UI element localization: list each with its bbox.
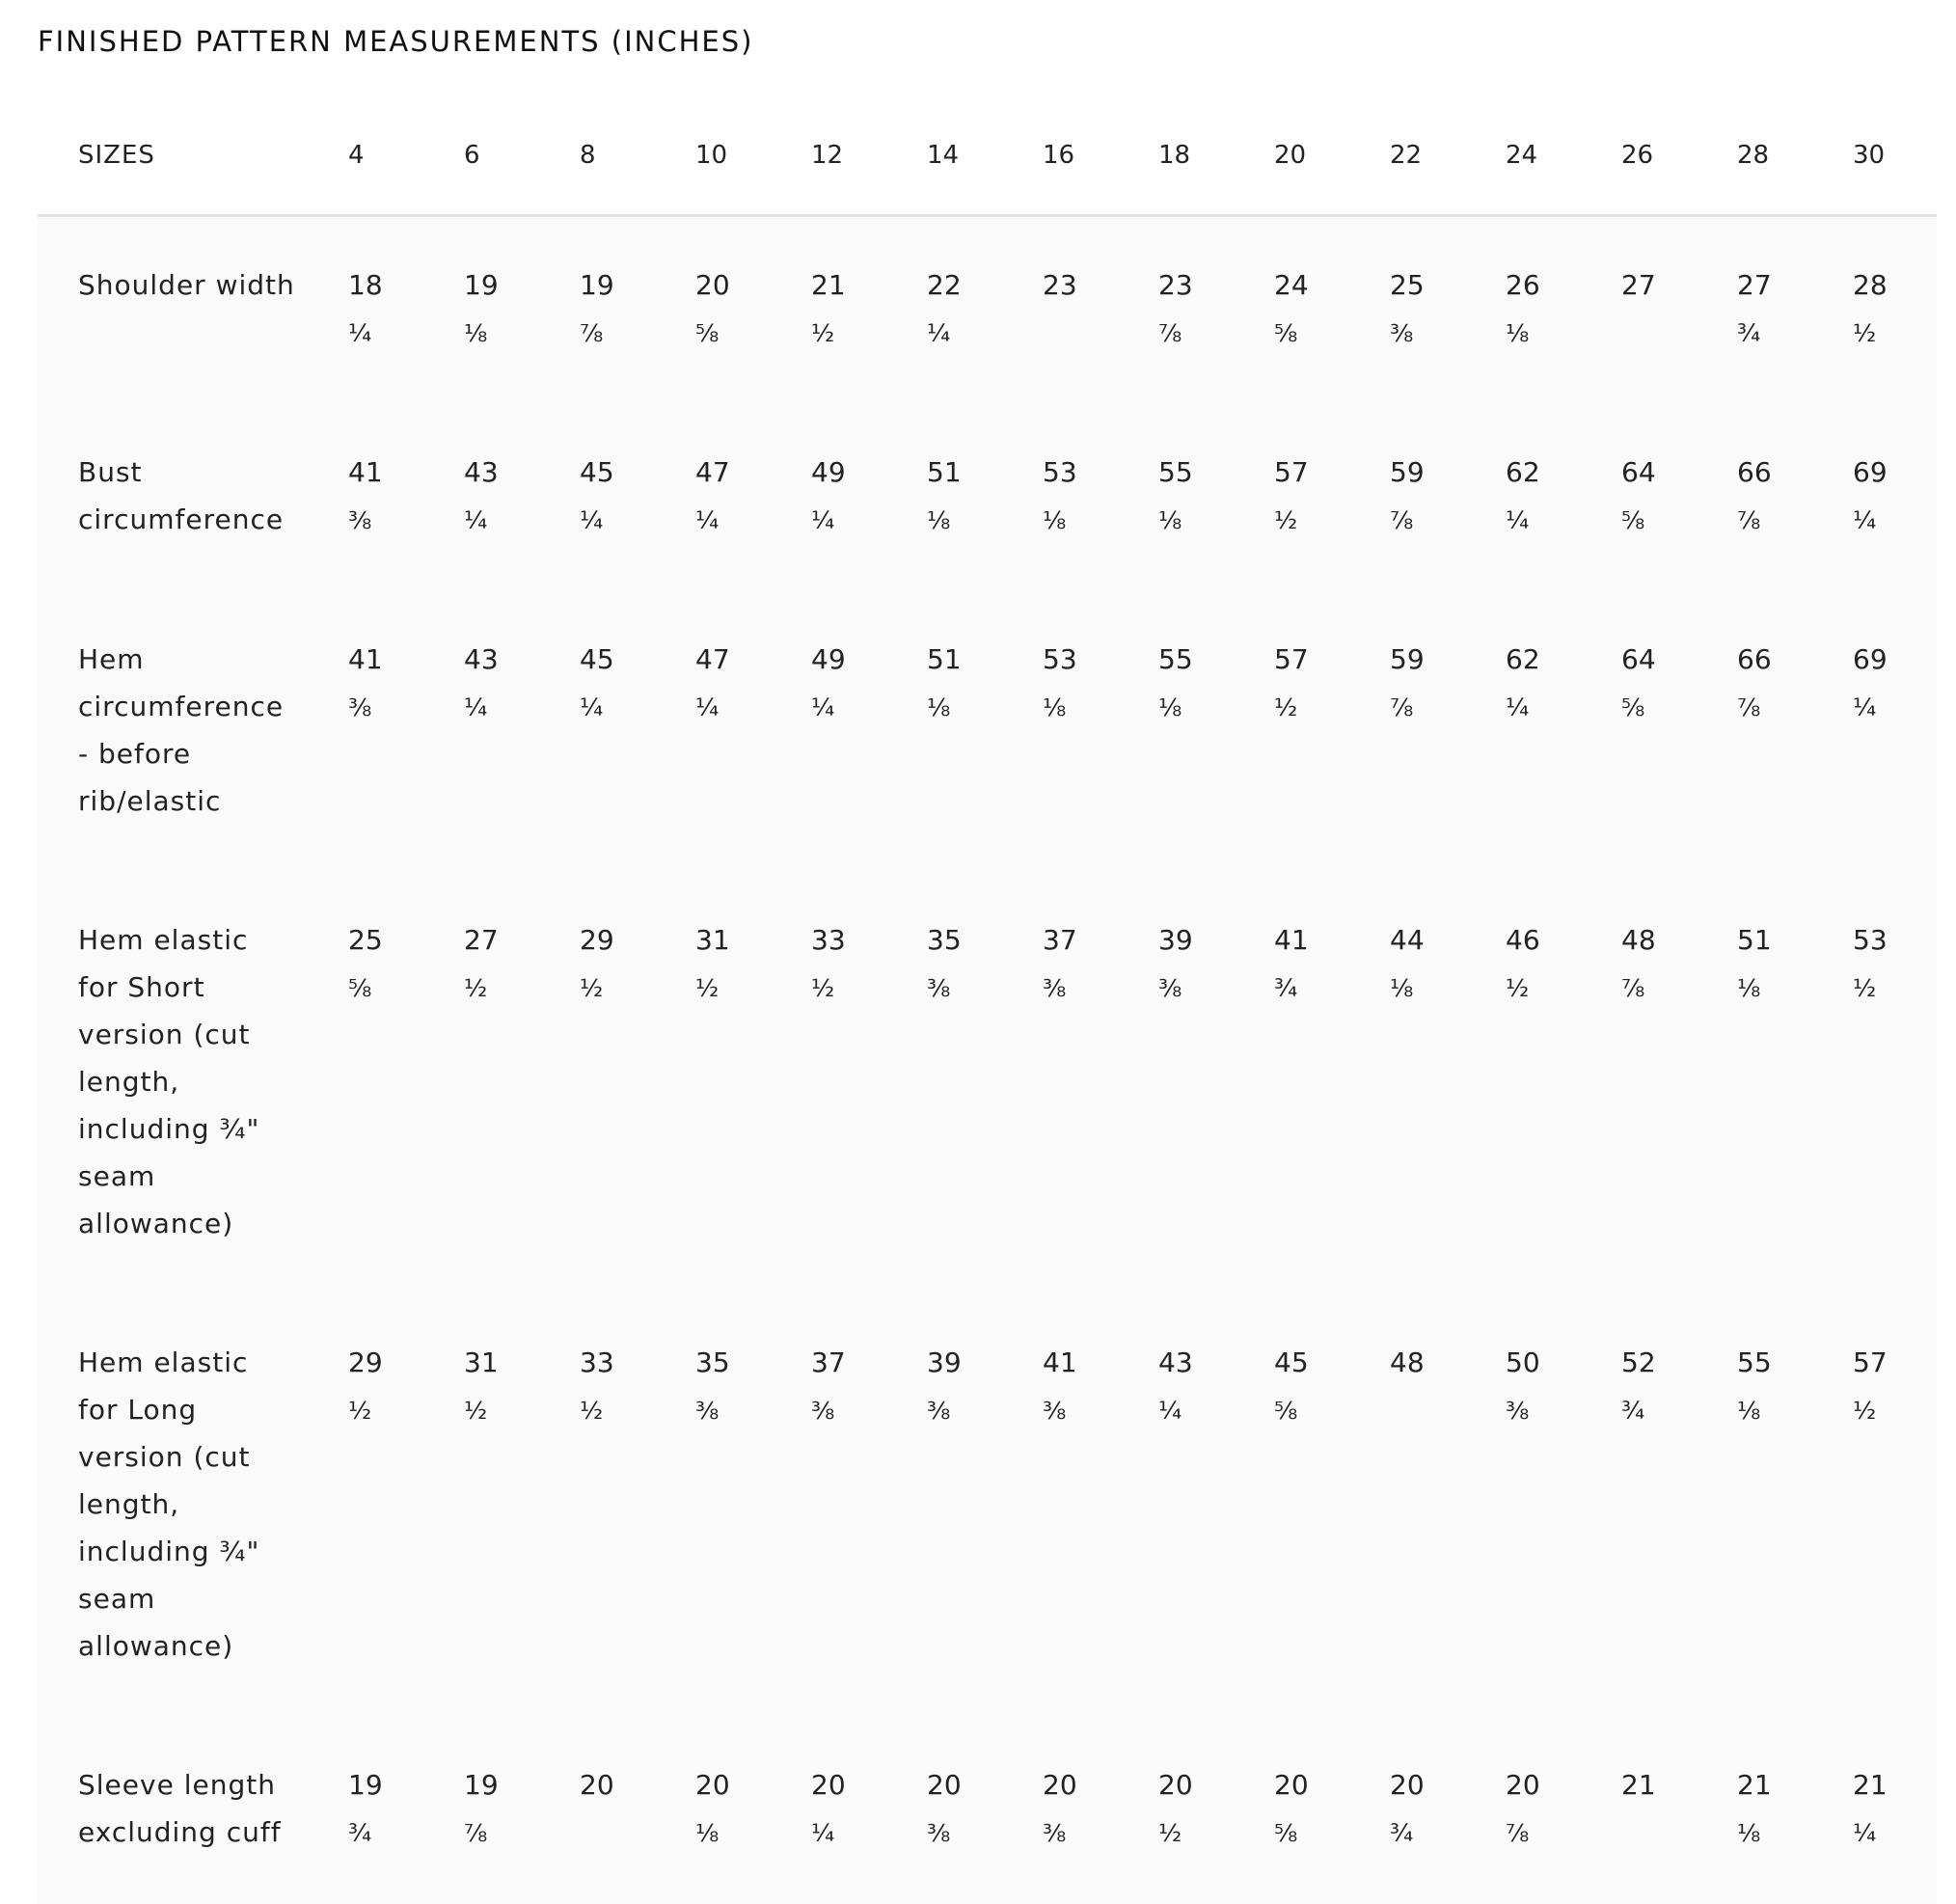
whole-inches: 52 bbox=[1621, 1339, 1699, 1386]
measurement-cell bbox=[1821, 872, 1937, 1294]
whole-inches: 31 bbox=[464, 1339, 542, 1386]
whole-inches: 25 bbox=[348, 916, 426, 964]
measurement-cell bbox=[548, 1294, 664, 1717]
whole-inches: 21 bbox=[1737, 1761, 1815, 1809]
whole-inches: 19 bbox=[464, 1761, 542, 1809]
whole-inches: 20 bbox=[1043, 1761, 1121, 1809]
size-header-cell: 10 bbox=[664, 96, 779, 216]
measurement-cell bbox=[1705, 1717, 1821, 1904]
fraction-inches: ½ bbox=[1158, 1809, 1182, 1857]
fraction-inches: ¼ bbox=[811, 497, 834, 544]
fraction-inches: ¼ bbox=[695, 684, 719, 731]
measurement-cell bbox=[432, 1294, 548, 1717]
fraction-inches: ⅝ bbox=[695, 310, 719, 357]
measurement-cell bbox=[1705, 591, 1821, 872]
whole-inches: 69 bbox=[1853, 636, 1931, 683]
measurement-cell bbox=[432, 216, 548, 405]
whole-inches: 64 bbox=[1621, 636, 1699, 683]
measurement-cell bbox=[1474, 1294, 1589, 1717]
table-header bbox=[38, 96, 1937, 216]
measurement-cell bbox=[1474, 591, 1589, 872]
measurement-cell bbox=[664, 591, 779, 872]
whole-inches: 31 bbox=[695, 916, 774, 964]
measurement-cell bbox=[316, 404, 432, 591]
whole-inches: 20 bbox=[1158, 1761, 1236, 1809]
measurement-cell bbox=[1127, 404, 1242, 591]
measurement-cell bbox=[1474, 216, 1589, 405]
measurement-cell bbox=[316, 1294, 432, 1717]
measurement-cell bbox=[1474, 872, 1589, 1294]
fraction-inches: ½ bbox=[348, 1387, 371, 1434]
fraction-inches: ⅛ bbox=[695, 1809, 719, 1857]
fraction-inches: ⅛ bbox=[1506, 310, 1529, 357]
fraction-inches: ⅞ bbox=[1506, 1809, 1529, 1857]
fraction-inches: ⅝ bbox=[348, 965, 371, 1012]
measurement-cell bbox=[1011, 216, 1127, 405]
table-row bbox=[38, 872, 1937, 1294]
whole-inches: 55 bbox=[1737, 1339, 1815, 1386]
whole-inches: 20 bbox=[1390, 1761, 1468, 1809]
whole-inches: 49 bbox=[811, 449, 889, 496]
fraction-inches: ¼ bbox=[1853, 1809, 1876, 1857]
fraction-inches: ⅜ bbox=[1390, 310, 1413, 357]
table-row bbox=[38, 1294, 1937, 1717]
measurement-cell bbox=[1127, 591, 1242, 872]
table-body bbox=[38, 216, 1937, 1904]
measurement-cell bbox=[1821, 216, 1937, 405]
measurement-cell bbox=[316, 1717, 432, 1904]
measurement-cell bbox=[779, 1294, 895, 1717]
fraction-inches: ⅜ bbox=[1043, 965, 1066, 1012]
fraction-inches: ⅛ bbox=[927, 684, 950, 731]
fraction-inches: ⅝ bbox=[1274, 1387, 1297, 1434]
whole-inches: 66 bbox=[1737, 636, 1815, 683]
fraction-inches: ⅞ bbox=[1158, 310, 1182, 357]
whole-inches: 19 bbox=[464, 261, 542, 309]
table-row bbox=[38, 216, 1937, 405]
whole-inches: 62 bbox=[1506, 636, 1584, 683]
measurement-cell bbox=[1242, 591, 1358, 872]
measurement-cell bbox=[1011, 872, 1127, 1294]
measurement-cell bbox=[1011, 1294, 1127, 1717]
fraction-inches: ¾ bbox=[348, 1809, 371, 1857]
whole-inches: 48 bbox=[1390, 1339, 1468, 1386]
measurement-cell bbox=[895, 1294, 1011, 1717]
fraction-inches: ⅜ bbox=[1506, 1387, 1529, 1434]
fraction-inches: ½ bbox=[1506, 965, 1529, 1012]
size-header-cell: 14 bbox=[895, 96, 1011, 216]
fraction-inches: ½ bbox=[464, 965, 487, 1012]
fraction-inches: ¾ bbox=[1274, 965, 1297, 1012]
whole-inches: 53 bbox=[1043, 449, 1121, 496]
whole-inches: 50 bbox=[1506, 1339, 1584, 1386]
whole-inches: 45 bbox=[1274, 1339, 1352, 1386]
fraction-inches: ⅜ bbox=[927, 1809, 950, 1857]
whole-inches: 41 bbox=[348, 449, 426, 496]
whole-inches: 21 bbox=[1853, 1761, 1931, 1809]
size-header-cell: 18 bbox=[1127, 96, 1242, 216]
measurement-cell bbox=[1127, 872, 1242, 1294]
fraction-inches: ⅞ bbox=[464, 1809, 487, 1857]
fraction-inches: ⅜ bbox=[927, 965, 950, 1012]
measurement-cell bbox=[895, 216, 1011, 405]
fraction-inches: ⅝ bbox=[1621, 497, 1644, 544]
whole-inches: 27 bbox=[1737, 261, 1815, 309]
measurement-cell bbox=[1589, 1294, 1705, 1717]
whole-inches: 53 bbox=[1043, 636, 1121, 683]
fraction-inches: ⅛ bbox=[1043, 684, 1066, 731]
whole-inches: 55 bbox=[1158, 449, 1236, 496]
fraction-inches: ⅛ bbox=[1737, 1387, 1760, 1434]
measurement-cell bbox=[779, 216, 895, 405]
size-header-cell: 22 bbox=[1358, 96, 1474, 216]
row-label: Hem circumference - before rib/elastic bbox=[38, 591, 316, 872]
fraction-inches: ½ bbox=[811, 965, 834, 1012]
fraction-inches: ½ bbox=[1274, 497, 1297, 544]
whole-inches: 49 bbox=[811, 636, 889, 683]
fraction-inches: ⅜ bbox=[1043, 1387, 1066, 1434]
measurement-cell bbox=[548, 872, 664, 1294]
whole-inches: 33 bbox=[580, 1339, 658, 1386]
measurement-cell bbox=[432, 1717, 548, 1904]
fraction-inches: ¼ bbox=[1158, 1387, 1182, 1434]
measurement-cell bbox=[779, 872, 895, 1294]
whole-inches: 62 bbox=[1506, 449, 1584, 496]
size-header-cell: 28 bbox=[1705, 96, 1821, 216]
row-label: Hem elastic for Long version (cut length, including ¾" seam allowance) bbox=[38, 1294, 316, 1717]
measurement-cell bbox=[1589, 591, 1705, 872]
measurement-cell bbox=[548, 591, 664, 872]
measurement-cell bbox=[316, 591, 432, 872]
measurements-table bbox=[38, 96, 1937, 1904]
whole-inches: 29 bbox=[348, 1339, 426, 1386]
measurement-cell bbox=[548, 1717, 664, 1904]
whole-inches: 59 bbox=[1390, 636, 1468, 683]
whole-inches: 35 bbox=[927, 916, 1005, 964]
size-header-cell: 30 bbox=[1821, 96, 1937, 216]
measurement-cell bbox=[1011, 404, 1127, 591]
whole-inches: 21 bbox=[1621, 1761, 1699, 1809]
measurement-cell bbox=[1821, 1717, 1937, 1904]
whole-inches: 39 bbox=[927, 1339, 1005, 1386]
measurement-cell bbox=[664, 1294, 779, 1717]
whole-inches: 43 bbox=[464, 449, 542, 496]
fraction-inches: ⅝ bbox=[1621, 684, 1644, 731]
size-header-cell: 6 bbox=[432, 96, 548, 216]
row-label: Hem elastic for Short version (cut length, including ¾" seam allowance) bbox=[38, 872, 316, 1294]
fraction-inches: ⅛ bbox=[1158, 497, 1182, 544]
measurement-cell bbox=[1242, 1294, 1358, 1717]
fraction-inches: ⅝ bbox=[1274, 310, 1297, 357]
whole-inches: 27 bbox=[1621, 261, 1699, 309]
fraction-inches: ⅜ bbox=[1043, 1809, 1066, 1857]
measurement-cell bbox=[1242, 872, 1358, 1294]
whole-inches: 57 bbox=[1274, 449, 1352, 496]
size-header-cell: 26 bbox=[1589, 96, 1705, 216]
measurement-cell bbox=[1474, 1717, 1589, 1904]
whole-inches: 41 bbox=[348, 636, 426, 683]
whole-inches: 25 bbox=[1390, 261, 1468, 309]
measurement-cell bbox=[316, 872, 432, 1294]
whole-inches: 69 bbox=[1853, 449, 1931, 496]
fraction-inches: ⅞ bbox=[1390, 684, 1413, 731]
measurement-cell bbox=[1589, 872, 1705, 1294]
whole-inches: 20 bbox=[1506, 1761, 1584, 1809]
whole-inches: 18 bbox=[348, 261, 426, 309]
whole-inches: 47 bbox=[695, 449, 774, 496]
fraction-inches: ⅞ bbox=[1621, 965, 1644, 1012]
measurement-cell bbox=[664, 872, 779, 1294]
whole-inches: 20 bbox=[927, 1761, 1005, 1809]
measurement-cell bbox=[895, 404, 1011, 591]
whole-inches: 37 bbox=[1043, 916, 1121, 964]
fraction-inches: ⅞ bbox=[1737, 497, 1760, 544]
fraction-inches: ½ bbox=[1853, 310, 1876, 357]
fraction-inches: ⅜ bbox=[927, 1387, 950, 1434]
fraction-inches: ¼ bbox=[811, 684, 834, 731]
fraction-inches: ¼ bbox=[348, 310, 371, 357]
measurement-cell bbox=[1242, 1717, 1358, 1904]
fraction-inches: ⅛ bbox=[1737, 965, 1760, 1012]
whole-inches: 33 bbox=[811, 916, 889, 964]
fraction-inches: ¾ bbox=[1737, 310, 1760, 357]
fraction-inches: ¼ bbox=[695, 497, 719, 544]
fraction-inches: ¼ bbox=[580, 497, 603, 544]
measurement-cell bbox=[1358, 872, 1474, 1294]
measurement-cell bbox=[548, 216, 664, 405]
fraction-inches: ½ bbox=[580, 965, 603, 1012]
fraction-inches: ⅜ bbox=[348, 497, 371, 544]
measurement-cell bbox=[895, 872, 1011, 1294]
measurement-cell bbox=[779, 1717, 895, 1904]
measurement-cell bbox=[779, 591, 895, 872]
whole-inches: 23 bbox=[1043, 261, 1121, 309]
fraction-inches: ½ bbox=[464, 1387, 487, 1434]
measurement-cell bbox=[432, 591, 548, 872]
measurement-cell bbox=[664, 404, 779, 591]
fraction-inches: ¼ bbox=[1853, 497, 1876, 544]
whole-inches: 59 bbox=[1390, 449, 1468, 496]
measurement-cell bbox=[1242, 404, 1358, 591]
whole-inches: 27 bbox=[464, 916, 542, 964]
fraction-inches: ½ bbox=[1853, 965, 1876, 1012]
measurement-cell bbox=[895, 1717, 1011, 1904]
measurement-cell bbox=[1358, 1294, 1474, 1717]
measurement-cell bbox=[548, 404, 664, 591]
fraction-inches: ½ bbox=[1274, 684, 1297, 731]
fraction-inches: ⅜ bbox=[348, 684, 371, 731]
fraction-inches: ¾ bbox=[1390, 1809, 1413, 1857]
whole-inches: 20 bbox=[1274, 1761, 1352, 1809]
fraction-inches: ⅞ bbox=[1737, 684, 1760, 731]
measurement-cell bbox=[1127, 216, 1242, 405]
fraction-inches: ½ bbox=[695, 965, 719, 1012]
whole-inches: 20 bbox=[580, 1761, 658, 1809]
fraction-inches: ¼ bbox=[927, 310, 950, 357]
measurement-cell bbox=[1821, 1294, 1937, 1717]
fraction-inches: ¼ bbox=[464, 684, 487, 731]
size-header-cell: 12 bbox=[779, 96, 895, 216]
fraction-inches: ⅛ bbox=[464, 310, 487, 357]
fraction-inches: ⅛ bbox=[927, 497, 950, 544]
fraction-inches: ¼ bbox=[464, 497, 487, 544]
fraction-inches: ⅝ bbox=[1274, 1809, 1297, 1857]
fraction-inches: ¼ bbox=[811, 1809, 834, 1857]
table-row bbox=[38, 591, 1937, 872]
measurement-cell bbox=[1589, 216, 1705, 405]
table-row bbox=[38, 1717, 1937, 1904]
whole-inches: 29 bbox=[580, 916, 658, 964]
measurement-cell bbox=[1127, 1294, 1242, 1717]
whole-inches: 51 bbox=[927, 636, 1005, 683]
table-row bbox=[38, 404, 1937, 591]
fraction-inches: ⅜ bbox=[695, 1387, 719, 1434]
whole-inches: 23 bbox=[1158, 261, 1236, 309]
whole-inches: 20 bbox=[695, 261, 774, 309]
whole-inches: 26 bbox=[1506, 261, 1584, 309]
whole-inches: 45 bbox=[580, 449, 658, 496]
whole-inches: 19 bbox=[348, 1761, 426, 1809]
fraction-inches: ½ bbox=[1853, 1387, 1876, 1434]
fraction-inches: ⅞ bbox=[1390, 497, 1413, 544]
whole-inches: 21 bbox=[811, 261, 889, 309]
fraction-inches: ⅛ bbox=[1390, 965, 1413, 1012]
measurement-cell bbox=[664, 1717, 779, 1904]
size-header-cell: 24 bbox=[1474, 96, 1589, 216]
measurement-cell bbox=[1474, 404, 1589, 591]
measurement-cell bbox=[1358, 216, 1474, 405]
whole-inches: 44 bbox=[1390, 916, 1468, 964]
whole-inches: 53 bbox=[1853, 916, 1931, 964]
measurement-cell bbox=[1358, 591, 1474, 872]
measurement-cell bbox=[1358, 404, 1474, 591]
measurement-cell bbox=[779, 404, 895, 591]
whole-inches: 41 bbox=[1274, 916, 1352, 964]
measurement-cell bbox=[316, 216, 432, 405]
sizes-header-label: SIZES bbox=[38, 96, 316, 216]
fraction-inches: ¼ bbox=[580, 684, 603, 731]
whole-inches: 64 bbox=[1621, 449, 1699, 496]
measurement-cell bbox=[1589, 1717, 1705, 1904]
fraction-inches: ⅛ bbox=[1158, 684, 1182, 731]
whole-inches: 19 bbox=[580, 261, 658, 309]
whole-inches: 55 bbox=[1158, 636, 1236, 683]
whole-inches: 39 bbox=[1158, 916, 1236, 964]
fraction-inches: ¼ bbox=[1853, 684, 1876, 731]
whole-inches: 28 bbox=[1853, 261, 1931, 309]
measurement-cell bbox=[1011, 591, 1127, 872]
measurement-cell bbox=[432, 872, 548, 1294]
row-label: Sleeve length excluding cuff bbox=[38, 1717, 316, 1904]
measurement-cell bbox=[1589, 404, 1705, 591]
whole-inches: 46 bbox=[1506, 916, 1584, 964]
whole-inches: 43 bbox=[464, 636, 542, 683]
whole-inches: 57 bbox=[1274, 636, 1352, 683]
measurement-cell bbox=[1705, 872, 1821, 1294]
fraction-inches: ¼ bbox=[1506, 684, 1529, 731]
measurement-cell bbox=[1127, 1717, 1242, 1904]
whole-inches: 41 bbox=[1043, 1339, 1121, 1386]
whole-inches: 47 bbox=[695, 636, 774, 683]
measurement-cell bbox=[1821, 404, 1937, 591]
fraction-inches: ⅜ bbox=[811, 1387, 834, 1434]
size-header-cell: 4 bbox=[316, 96, 432, 216]
header-row bbox=[38, 96, 1937, 216]
measurement-cell bbox=[432, 404, 548, 591]
measurement-cell bbox=[664, 216, 779, 405]
fraction-inches: ¼ bbox=[1506, 497, 1529, 544]
measurement-cell bbox=[1705, 404, 1821, 591]
fraction-inches: ⅜ bbox=[1158, 965, 1182, 1012]
measurement-cell bbox=[1705, 216, 1821, 405]
whole-inches: 43 bbox=[1158, 1339, 1236, 1386]
whole-inches: 57 bbox=[1853, 1339, 1931, 1386]
measurement-cell bbox=[1358, 1717, 1474, 1904]
whole-inches: 24 bbox=[1274, 261, 1352, 309]
measurement-cell bbox=[1242, 216, 1358, 405]
measurement-cell bbox=[1705, 1294, 1821, 1717]
size-header-cell: 16 bbox=[1011, 96, 1127, 216]
fraction-inches: ⅛ bbox=[1737, 1809, 1760, 1857]
fraction-inches: ½ bbox=[580, 1387, 603, 1434]
whole-inches: 48 bbox=[1621, 916, 1699, 964]
size-header-cell: 20 bbox=[1242, 96, 1358, 216]
measurement-cell bbox=[1821, 591, 1937, 872]
page-title: FINISHED PATTERN MEASUREMENTS (INCHES) bbox=[38, 25, 753, 58]
whole-inches: 20 bbox=[811, 1761, 889, 1809]
whole-inches: 37 bbox=[811, 1339, 889, 1386]
whole-inches: 45 bbox=[580, 636, 658, 683]
fraction-inches: ½ bbox=[811, 310, 834, 357]
fraction-inches: ⅛ bbox=[1043, 497, 1066, 544]
whole-inches: 35 bbox=[695, 1339, 774, 1386]
whole-inches: 20 bbox=[695, 1761, 774, 1809]
measurement-cell bbox=[1011, 1717, 1127, 1904]
whole-inches: 51 bbox=[927, 449, 1005, 496]
whole-inches: 51 bbox=[1737, 916, 1815, 964]
row-label: Shoulder width bbox=[38, 216, 316, 405]
size-header-cell: 8 bbox=[548, 96, 664, 216]
fraction-inches: ⅞ bbox=[580, 310, 603, 357]
fraction-inches: ¾ bbox=[1621, 1387, 1644, 1434]
whole-inches: 66 bbox=[1737, 449, 1815, 496]
row-label: Bust circumference bbox=[38, 404, 316, 591]
whole-inches: 22 bbox=[927, 261, 1005, 309]
measurement-cell bbox=[895, 591, 1011, 872]
